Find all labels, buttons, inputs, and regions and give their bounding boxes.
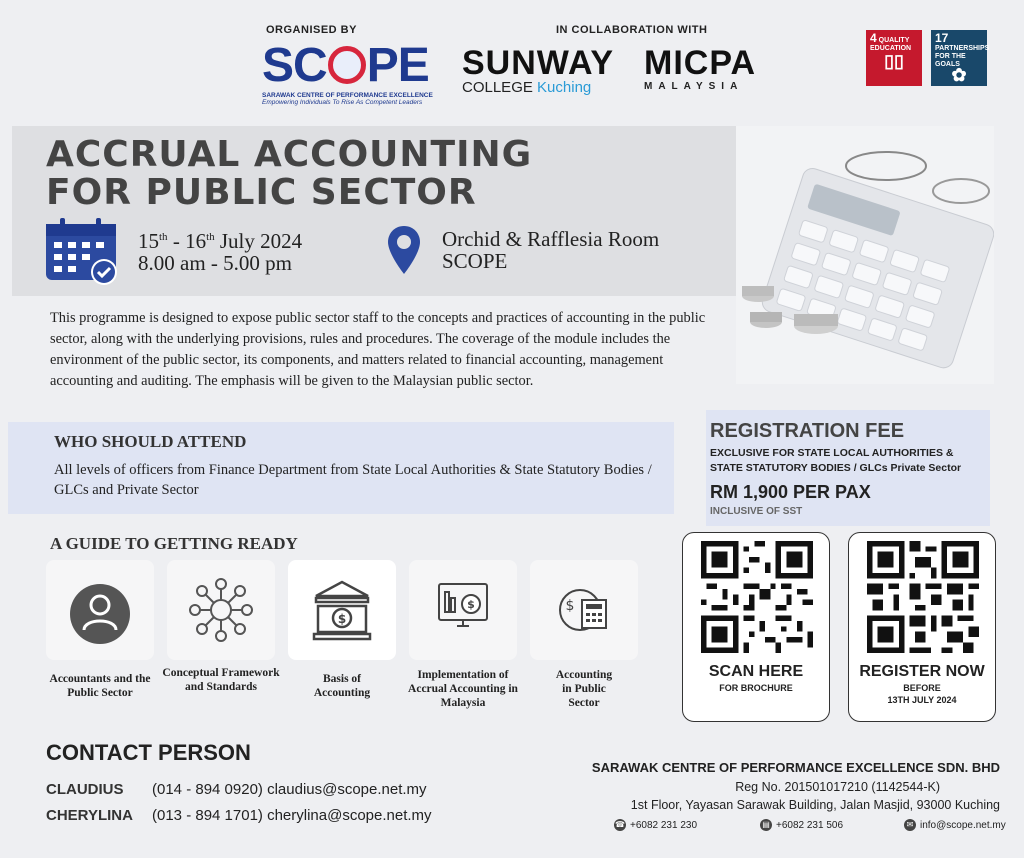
sdg-17-badge	[931, 30, 990, 86]
monitor-chart-icon	[409, 560, 517, 660]
guide-label-1: Accountants and the Public Sector	[49, 673, 151, 699]
registration-fee-note: INCLUSIVE OF SST	[710, 506, 803, 517]
guide-label-5: Accounting in Public Sector	[555, 669, 613, 709]
globe-icon	[328, 46, 366, 84]
brochure-qr-card[interactable]	[682, 532, 830, 722]
footer-phone-text: +6082 231 230	[630, 819, 698, 831]
guide-label-4: Implementation of Accrual Accounting in Malaysia	[408, 669, 518, 709]
person-icon	[46, 560, 154, 660]
guide-card-1	[46, 560, 154, 660]
guide-card-2	[167, 560, 275, 660]
organised-by-label: ORGANISED BY	[266, 24, 357, 36]
sdg17-number: 17	[935, 31, 949, 45]
guide-label-2: Conceptual Framework and Standards	[162, 667, 280, 693]
event-date: 15th - 16th July 2024	[138, 229, 303, 253]
venue-line-1: Orchid & Rafflesia Room	[442, 227, 660, 251]
svg-text:$: $	[467, 598, 475, 611]
phone-icon: ☎	[615, 820, 625, 829]
registration-fee-price: RM 1,900 PER PAX	[710, 482, 871, 502]
registration-fee-exclusive: EXCLUSIVE FOR STATE LOCAL AUTHORITIES & STATE STATUTORY BODIES / GLCs Private Sector	[710, 447, 962, 474]
who-should-attend-box	[8, 422, 674, 514]
flower-icon: ✿	[951, 65, 967, 85]
who-should-attend-text: All levels of officers from Finance Department from State Local Authorities & State Statutory Bodies / GLCs and Private Sector	[54, 462, 652, 498]
sunway-sub-kuching: Kuching	[537, 79, 592, 96]
guide-label-3: Basis of Accounting	[313, 673, 371, 699]
register-qr-title: REGISTER NOW	[859, 663, 985, 680]
event-date-time	[138, 226, 302, 274]
registration-fee-heading: REGISTRATION FEE	[710, 420, 905, 442]
contact-name-1: CLAUDIUS	[46, 781, 124, 798]
footer-fax-text: +6082 231 506	[776, 819, 844, 831]
brochure-qr-title: SCAN HERE	[708, 663, 804, 680]
footer-phone	[614, 819, 697, 831]
title-line-1: ACCRUAL ACCOUNTING	[46, 134, 533, 175]
brochure-qr-sub: FOR BROCHURE	[719, 683, 793, 693]
sdg4-text: QUALITY EDUCATION	[870, 37, 912, 52]
title-line-2: FOR PUBLIC SECTOR	[46, 172, 477, 213]
register-qr-card[interactable]	[848, 532, 996, 722]
micpa-logo	[644, 44, 756, 92]
contact-info-2[interactable]: (013 - 894 1701) cherylina@scope.net.my	[152, 807, 432, 824]
sdg-4-badge	[866, 30, 922, 86]
footer-company: SARAWAK CENTRE OF PERFORMANCE EXCELLENCE SDN. BHD	[591, 760, 1000, 775]
guide-card-5	[530, 560, 638, 660]
scope-tagline: Empowering Individuals To Rise As Competent Leaders	[262, 99, 423, 106]
register-qr-sub1: BEFORE	[903, 683, 941, 693]
network-icon	[167, 560, 275, 660]
scope-logo: SC PE SARAWAK CENTRE OF PERFORMANCE EXCELLENCE Empowering Individuals To Rise As Competent Leaders	[262, 42, 437, 106]
calendar-icon	[44, 218, 120, 286]
guide-heading: A GUIDE TO GETTING READY	[50, 534, 298, 553]
location-pin-icon	[386, 224, 422, 276]
book-icon: ▯▯	[884, 51, 904, 71]
event-venue	[442, 228, 659, 272]
svg-text:$: $	[565, 598, 575, 614]
footer-address: 1st Floor, Yayasan Sarawak Building, Jalan Masjid, 93000 Kuching	[630, 798, 1000, 812]
event-time: 8.00 am - 5.00 pm	[138, 251, 292, 275]
register-qr-sub2: 13TH JULY 2024	[887, 695, 957, 705]
contact-heading: CONTACT PERSON	[46, 740, 251, 765]
svg-text:$: $	[337, 612, 347, 626]
who-should-attend-heading: WHO SHOULD ATTEND	[54, 432, 247, 451]
sdg4-number: 4	[870, 31, 877, 45]
guide-card-3	[288, 560, 396, 660]
bank-icon	[288, 560, 396, 660]
sunway-main: SUNWAY	[462, 44, 615, 82]
sunway-logo	[462, 44, 614, 96]
brochure-qr-code[interactable]	[701, 541, 813, 653]
sunway-sub-college: COLLEGE	[462, 79, 533, 96]
contact-info-1[interactable]: (014 - 894 0920) claudius@scope.net.my	[152, 781, 427, 798]
footer-email[interactable]	[904, 819, 1006, 831]
registration-fee-box	[706, 410, 990, 526]
event-description: This programme is designed to expose public sector staff to the concepts and practices of accounting in the public sector, along with the underlying provisions, rules and procedures. The coverage of the module includes the environment of the public sector, its components, and matters related to financial accounting, management accounting and auditing. The emphasis will be given to the Malaysian public sector.	[50, 310, 706, 389]
micpa-text: MICPA	[644, 44, 757, 82]
footer-fax	[760, 819, 843, 831]
guide-card-4	[409, 560, 517, 660]
contact-name-2: CHERYLINA	[46, 807, 133, 824]
micpa-sub: MALAYSIA	[644, 81, 744, 92]
email-icon: ✉	[904, 819, 916, 831]
event-title	[46, 136, 532, 212]
fax-icon: ▤	[760, 819, 772, 831]
calculator-photo	[736, 126, 994, 384]
calculator-dollar-icon	[530, 560, 638, 660]
register-qr-code[interactable]	[867, 541, 979, 653]
footer-email-text[interactable]: info@scope.net.my	[920, 819, 1006, 831]
venue-line-2: SCOPE	[442, 249, 508, 273]
collaboration-label: IN COLLABORATION WITH	[556, 24, 708, 36]
scope-full-name: SARAWAK CENTRE OF PERFORMANCE EXCELLENCE	[262, 92, 433, 99]
sdg17-text: PARTNERSHIPS FOR THE GOALS	[935, 45, 990, 68]
footer-reg: Reg No. 201501017210 (1142544-K)	[735, 780, 940, 794]
